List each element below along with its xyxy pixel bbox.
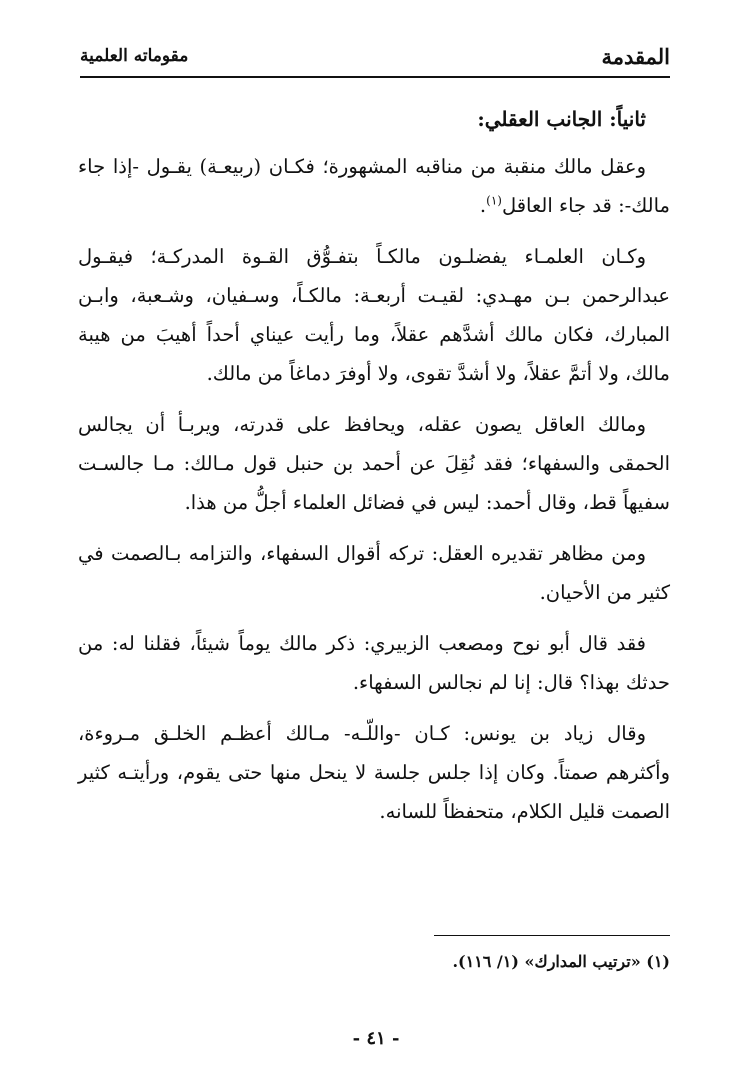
header-chapter-title: المقدمة [601,44,670,69]
section-heading: ثانياً: الجانب العقلي: [477,107,646,131]
paragraph: وقال زياد بن يونس: كـان -واللّـه- مـالك أعظـم الخلـق مـروءة، وأكثرهم صمتاً. وكان إذا جلس جلسة لا ينحل منها حتى يقوم، ورأيتـه كثير الصمت قليل الكلام، متحفظاً للسانه. [78,722,670,823]
paragraph: فقد قال أبو نوح ومصعب الزبيري: ذكر مالك يوماً شيئاً، فقلنا له: من حدثك بهذا؟ قال: إنا لم نجالس السفهاء. [78,632,670,694]
header-divider [80,76,670,78]
footnote-marker: (١) [486,193,502,208]
running-header [80,42,670,76]
footnote: (١) «ترتيب المدارك» (١/ ١١٦). [452,952,670,971]
paragraph: ومن مظاهر تقديره العقل: تركه أقوال السفهاء، والتزامه بـالصمت في كثير من الأحيان. [78,542,670,604]
paragraph: ومالك العاقل يصون عقله، ويحافظ على قدرته، ويربـأ أن يجالس الحمقى والسفهاء؛ فقد نُقِلَ عن أحمد بن حنبل قول مـالك: مـا جالسـت سفيهاً قط، وقال أحمد: ليس في فضائل العلماء أجلُّ من هذا. [78,413,670,514]
main-text [78,100,670,843]
page-number: - ٤١ - [352,1028,400,1049]
paragraph: وكـان العلمـاء يفضلـون مالكـاً بتفـوُّق القـوة المدركـة؛ فيقـول عبدالرحمن بـن مهـدي: لقيـت أربعـة: مالكـاً، وسـفيان، وشـعبة، وابـن المبارك، فكان مالك أشدَّهم عقلاً، وما رأيت عيناي أحداً أهيبَ من هيبة مالك، ولا أتمَّ عقلاً، ولا أشدَّ تقوى، ولا أوفرَ دماغاً من مالك. [78,245,670,385]
header-section-title: مقوماته العلمية [80,46,189,66]
paragraph: وعقل مالك منقبة من مناقبه المشهورة؛ فكـان (ربيعـة) يقـول -إذا جاء مالك-: قد جاء العاقل$^{(١)}$. [78,155,670,217]
footnote-divider [434,935,670,936]
